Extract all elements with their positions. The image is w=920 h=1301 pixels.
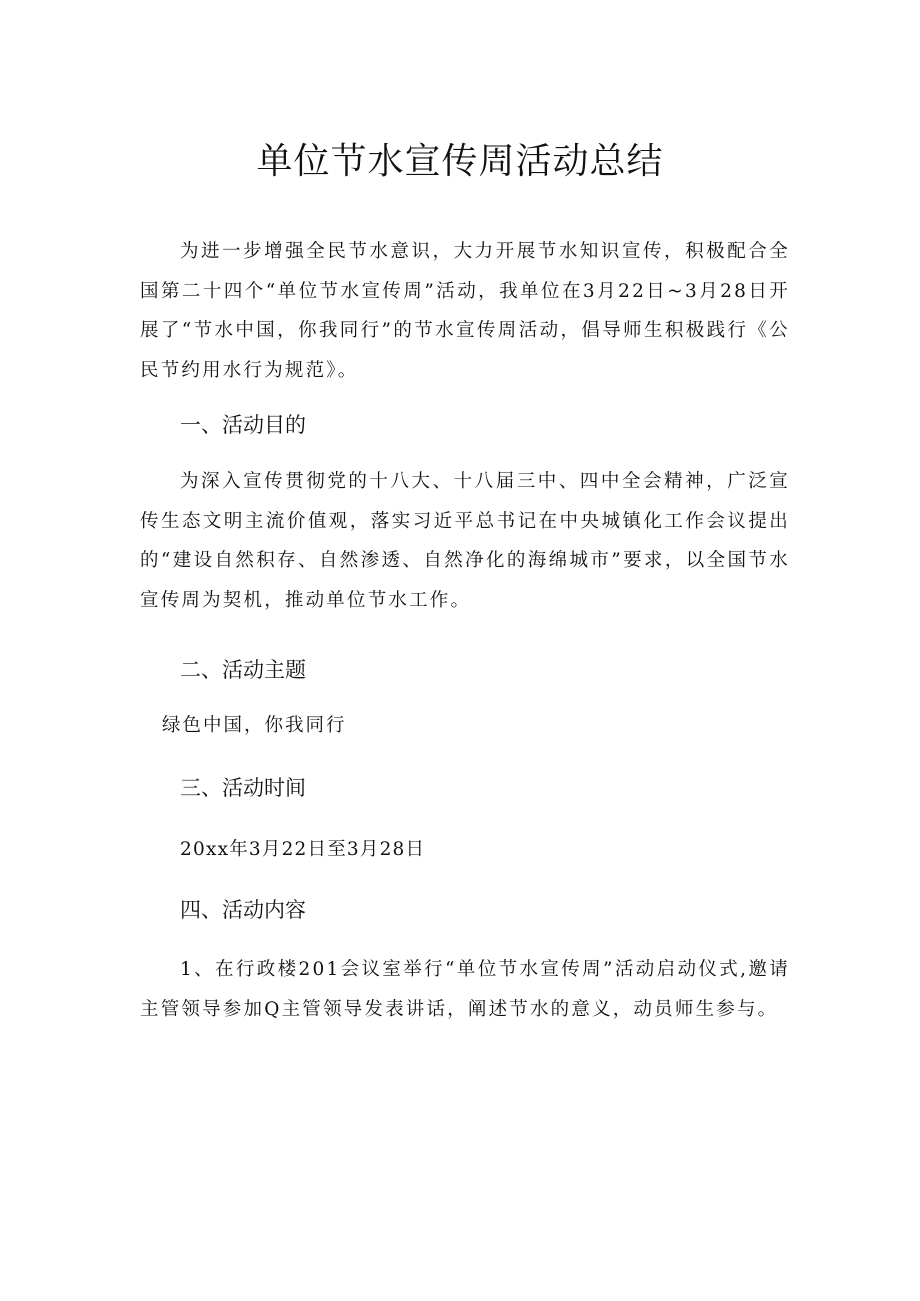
section-body-theme: 绿色中国，你我同行 <box>162 715 347 736</box>
section-heading-theme: 二、活动主题 <box>180 658 306 682</box>
intro-paragraph: 为进一步增强全民节水意识，大力开展节水知识宣传，积极配合全国第二十四个“单位节水宣传周”活动，我单位在3月22日~3月28日开展了“节水中国，你我同行”的节水宣传周活动，倡导师生积极践行《公民节约用水行为规范》。 <box>140 241 790 381</box>
section-heading-purpose: 一、活动目的 <box>180 413 306 437</box>
document-title: 单位节水宣传周活动总结 <box>256 141 664 182</box>
section-heading-content: 四、活动内容 <box>180 898 306 922</box>
section-body-purpose: 为深入宣传贯彻党的十八大、十八届三中、四中全会精神，广泛宣传生态文明主流价值观，落实习近平总书记在中央城镇化工作会议提出的“建设自然积存、自然渗透、自然净化的海绵城市”要求，以全国节水宣传周为契机，推动单位节水工作。 <box>140 471 790 611</box>
section-body-time: 20xx年3月22日至3月28日 <box>180 839 426 860</box>
section-body-content: 1、在行政楼201会议室举行“单位节水宣传周”活动启动仪式,邀请主管领导参加Q主管领导发表讲话，阐述节水的意义，动员师生参与。 <box>140 959 790 1020</box>
section-heading-time: 三、活动时间 <box>180 776 306 800</box>
